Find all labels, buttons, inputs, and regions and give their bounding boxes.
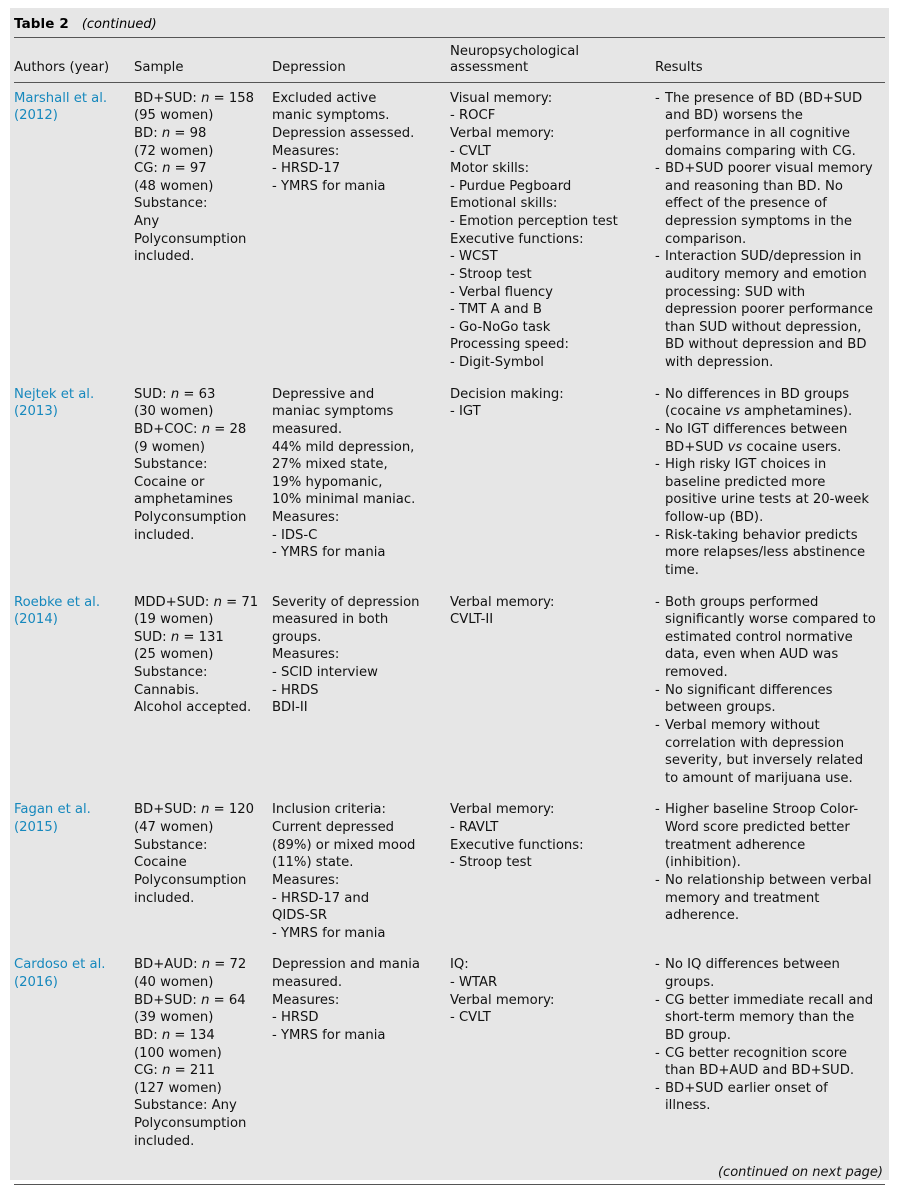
- neuro-line: - CVLT: [450, 1010, 491, 1026]
- sample-line: Substance:: [134, 837, 208, 853]
- data-table: [14, 38, 885, 1157]
- sample-line: (39 women): [134, 1010, 214, 1026]
- depression-line: Measures:: [272, 872, 340, 888]
- depression-line: - HRSD-17 and: [272, 890, 370, 906]
- depression-line: manic symptoms.: [272, 108, 390, 124]
- depression-line: - IDS-C: [272, 527, 318, 543]
- cell-authors: [14, 794, 134, 949]
- results-item: - Higher baseline Stroop Color-Word score predicted better treatment adherence (inhibition).: [655, 801, 877, 872]
- table-container: [14, 14, 885, 1185]
- results-list: [655, 801, 877, 924]
- sample-line: (40 women): [134, 975, 214, 991]
- sample-line: Any: [134, 214, 160, 230]
- sample-line: (30 women): [134, 404, 214, 420]
- depression-line: measured.: [272, 421, 343, 437]
- results-item: - No differences in BD groups (cocaine vs amphetamines).: [655, 386, 877, 421]
- depression-line: Measures:: [272, 510, 340, 526]
- cell-depression: [272, 794, 450, 949]
- sample-line: Substance:: [134, 196, 208, 212]
- sample-line: BD+SUD: n = 158: [134, 90, 255, 106]
- sample-line: BD+SUD: n = 120: [134, 802, 255, 818]
- sample-line: BD+AUD: n = 72: [134, 957, 247, 973]
- column-header-authors: Authors (year): [14, 38, 134, 82]
- author-line: Marshall et al.: [14, 90, 108, 106]
- neuro-line: - IGT: [450, 404, 481, 420]
- depression-line: groups.: [272, 629, 322, 645]
- depression-line: Depressive and: [272, 386, 375, 402]
- cell-authors: [14, 379, 134, 587]
- results-item: - CG better recognition score than BD+AUD and BD+SUD.: [655, 1045, 877, 1080]
- depression-line: - YMRS for mania: [272, 925, 386, 941]
- depression-line: 27% mixed state,: [272, 457, 388, 473]
- sample-line: BD: n = 134: [134, 1027, 215, 1043]
- cell-neuro: [450, 379, 655, 587]
- depression-line: measured in both: [272, 612, 389, 628]
- results-item: - BD+SUD earlier onset of illness.: [655, 1080, 877, 1115]
- neuro-line: IQ:: [450, 957, 469, 973]
- depression-line: 10% minimal maniac.: [272, 492, 416, 508]
- sample-line: Cocaine: [134, 855, 187, 871]
- depression-line: - HRSD: [272, 1010, 319, 1026]
- table-row: [14, 587, 885, 795]
- table-row: [14, 949, 885, 1157]
- depression-line: 44% mild depression,: [272, 439, 415, 455]
- neuro-line: Executive functions:: [450, 231, 584, 247]
- author-line: (2014): [14, 612, 58, 628]
- study-reference-link[interactable]: [14, 90, 126, 125]
- sample-line: Cannabis.: [134, 682, 200, 698]
- neuro-line: - Purdue Pegboard: [450, 178, 572, 194]
- neuro-line: Executive functions:: [450, 837, 584, 853]
- cell-authors: [14, 949, 134, 1157]
- neuro-line: Visual memory:: [450, 90, 553, 106]
- depression-line: - YMRS for mania: [272, 545, 386, 561]
- neuro-line: - Emotion perception test: [450, 214, 618, 230]
- cell-sample: [134, 379, 272, 587]
- cell-depression: [272, 379, 450, 587]
- results-item: - No relationship between verbal memory and treatment adherence.: [655, 872, 877, 925]
- sample-line: CG: n = 211: [134, 1063, 216, 1079]
- neuro-line: Decision making:: [450, 386, 564, 402]
- neuro-line: - WCST: [450, 249, 498, 265]
- results-list: [655, 956, 877, 1115]
- sample-line: Substance: Any: [134, 1098, 237, 1114]
- sample-line: Substance:: [134, 457, 208, 473]
- neuro-line: Processing speed:: [450, 337, 569, 353]
- results-list: [655, 594, 877, 788]
- cell-results: [655, 82, 885, 379]
- results-item: - Both groups performed significantly worse compared to estimated control normative data, even when AUD was removed.: [655, 594, 877, 682]
- sample-line: (95 women): [134, 108, 214, 124]
- depression-line: Measures:: [272, 647, 340, 663]
- depression-line: - YMRS for mania: [272, 1027, 386, 1043]
- depression-line: Severity of depression: [272, 594, 420, 610]
- sample-line: Polyconsumption: [134, 231, 247, 247]
- sample-line: Polyconsumption: [134, 872, 247, 888]
- sample-line: BD: n = 98: [134, 125, 207, 141]
- sample-line: (25 women): [134, 647, 214, 663]
- results-item: - Interaction SUD/depression in auditory memory and emotion processing: SUD with depression poorer performance than SUD without depression, BD without depression and BD with depression.: [655, 248, 877, 371]
- results-item: - BD+SUD poorer visual memory and reasoning than BD. No effect of the presence of depression symptoms in the comparison.: [655, 160, 877, 248]
- cell-results: [655, 587, 885, 795]
- results-item: - Risk-taking behavior predicts more relapses/less abstinence time.: [655, 527, 877, 580]
- depression-line: maniac symptoms: [272, 404, 394, 420]
- depression-line: 19% hypomanic,: [272, 474, 383, 490]
- neuro-line: Motor skills:: [450, 161, 530, 177]
- neuro-line: CVLT-II: [450, 612, 494, 628]
- neuro-line: Verbal memory:: [450, 594, 555, 610]
- neuro-line: Verbal memory:: [450, 992, 555, 1008]
- table-row: [14, 379, 885, 587]
- sample-line: included.: [134, 890, 195, 906]
- sample-line: Polyconsumption: [134, 510, 247, 526]
- cell-neuro: [450, 949, 655, 1157]
- table-footer-note: (continued on next page): [14, 1157, 885, 1185]
- sample-line: Alcohol accepted.: [134, 700, 252, 716]
- depression-line: - YMRS for mania: [272, 178, 386, 194]
- depression-line: QIDS-SR: [272, 908, 328, 924]
- neuro-line: - CVLT: [450, 143, 491, 159]
- neuro-line: Verbal memory:: [450, 802, 555, 818]
- sample-line: included.: [134, 249, 195, 265]
- column-header-sample: Sample: [134, 38, 272, 82]
- sample-line: Cocaine or: [134, 474, 205, 490]
- depression-line: Depression and mania: [272, 957, 420, 973]
- table-caption-continued: (continued): [81, 17, 157, 32]
- sample-line: (127 women): [134, 1080, 222, 1096]
- sample-line: (72 women): [134, 143, 214, 159]
- table-header-row: [14, 38, 885, 82]
- cell-sample: [134, 949, 272, 1157]
- sample-line: SUD: n = 131: [134, 629, 224, 645]
- author-line: (2012): [14, 108, 58, 124]
- depression-line: Measures:: [272, 143, 340, 159]
- neuro-line: Emotional skills:: [450, 196, 558, 212]
- results-item: - CG better immediate recall and short-term memory than the BD group.: [655, 992, 877, 1045]
- cell-results: [655, 379, 885, 587]
- neuro-line: - Stroop test: [450, 855, 532, 871]
- cell-depression: [272, 587, 450, 795]
- sample-line: amphetamines: [134, 492, 233, 508]
- depression-line: Inclusion criteria:: [272, 802, 386, 818]
- author-line: Roebke et al.: [14, 594, 101, 610]
- results-item: - Verbal memory without correlation with depression severity, but inversely related to amount of marijuana use.: [655, 717, 877, 788]
- cell-results: [655, 949, 885, 1157]
- results-list: [655, 386, 877, 580]
- study-reference-link[interactable]: [14, 801, 126, 836]
- study-reference-link[interactable]: [14, 386, 126, 421]
- sample-line: MDD+SUD: n = 71: [134, 594, 259, 610]
- sample-line: BD+SUD: n = 64: [134, 992, 246, 1008]
- neuro-line: - TMT A and B: [450, 302, 542, 318]
- results-item: - No IQ differences between groups.: [655, 956, 877, 991]
- depression-line: Excluded active: [272, 90, 377, 106]
- author-line: (2015): [14, 820, 58, 836]
- author-line: Cardoso et al.: [14, 957, 106, 973]
- study-reference-link[interactable]: [14, 956, 126, 991]
- cell-depression: [272, 949, 450, 1157]
- sample-line: (48 women): [134, 178, 214, 194]
- author-line: (2016): [14, 975, 58, 991]
- author-line: Nejtek et al.: [14, 386, 95, 402]
- results-item: - High risky IGT choices in baseline predicted more positive urine tests at 20-week follow-up (BD).: [655, 456, 877, 527]
- sample-line: (9 women): [134, 439, 206, 455]
- depression-line: - HRDS: [272, 682, 319, 698]
- neuro-line: Verbal memory:: [450, 125, 555, 141]
- cell-sample: [134, 794, 272, 949]
- depression-line: measured.: [272, 975, 343, 991]
- cell-sample: [134, 587, 272, 795]
- table-caption-label: Table 2: [14, 16, 69, 32]
- sample-line: included.: [134, 1133, 195, 1149]
- cell-neuro: [450, 82, 655, 379]
- column-header-neuro: Neuropsychological assessment: [450, 38, 655, 82]
- sample-line: (47 women): [134, 820, 214, 836]
- neuro-line: - RAVLT: [450, 820, 499, 836]
- sample-line: (100 women): [134, 1045, 222, 1061]
- depression-line: - SCID interview: [272, 665, 378, 681]
- table-body: [14, 82, 885, 1157]
- study-reference-link[interactable]: [14, 594, 126, 629]
- neuro-line: - Verbal fluency: [450, 284, 553, 300]
- neuro-line: - WTAR: [450, 975, 498, 991]
- author-line: (2013): [14, 404, 58, 420]
- neuro-line: - ROCF: [450, 108, 496, 124]
- table-row: [14, 82, 885, 379]
- depression-line: - HRSD-17: [272, 161, 341, 177]
- sample-line: SUD: n = 63: [134, 386, 216, 402]
- results-item: - The presence of BD (BD+SUD and BD) worsens the performance in all cognitive domains comparing with CG.: [655, 90, 877, 161]
- neuro-line: - Digit-Symbol: [450, 355, 544, 371]
- results-item: - No significant differences between groups.: [655, 682, 877, 717]
- cell-neuro: [450, 587, 655, 795]
- table-caption: [14, 14, 885, 38]
- sample-line: Substance:: [134, 665, 208, 681]
- table-row: [14, 794, 885, 949]
- cell-neuro: [450, 794, 655, 949]
- cell-depression: [272, 82, 450, 379]
- depression-line: Measures:: [272, 992, 340, 1008]
- cell-authors: [14, 82, 134, 379]
- sample-line: included.: [134, 527, 195, 543]
- sample-line: BD+COC: n = 28: [134, 421, 247, 437]
- depression-line: Current depressed: [272, 820, 395, 836]
- results-item: - No IGT differences between BD+SUD vs cocaine users.: [655, 421, 877, 456]
- author-line: Fagan et al.: [14, 802, 91, 818]
- column-header-depression: Depression: [272, 38, 450, 82]
- depression-line: Depression assessed.: [272, 125, 415, 141]
- cell-sample: [134, 82, 272, 379]
- sample-line: (19 women): [134, 612, 214, 628]
- cell-results: [655, 794, 885, 949]
- neuro-line: - Go-NoGo task: [450, 319, 551, 335]
- neuro-line: - Stroop test: [450, 266, 532, 282]
- cell-authors: [14, 587, 134, 795]
- sample-line: CG: n = 97: [134, 161, 207, 177]
- column-header-results: Results: [655, 38, 885, 82]
- sample-line: Polyconsumption: [134, 1116, 247, 1132]
- depression-line: BDI-II: [272, 700, 308, 716]
- depression-line: (11%) state.: [272, 855, 354, 871]
- table-page: [10, 8, 889, 1180]
- depression-line: (89%) or mixed mood: [272, 837, 416, 853]
- results-list: [655, 90, 877, 372]
